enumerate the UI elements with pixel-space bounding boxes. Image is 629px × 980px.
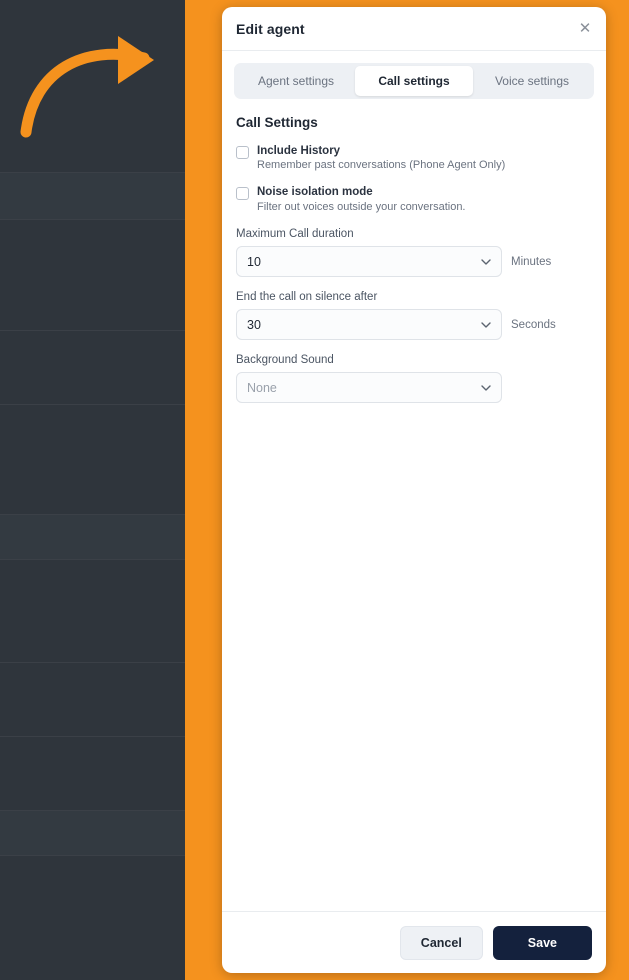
settings-tabs bbox=[234, 63, 594, 99]
save-button[interactable]: Save bbox=[493, 926, 592, 960]
noise-isolation-checkbox[interactable] bbox=[236, 187, 249, 200]
include-history-checkbox[interactable] bbox=[236, 146, 249, 159]
end-call-silence-unit: Seconds bbox=[511, 318, 556, 331]
noise-isolation-description: Filter out voices outside your conversation. bbox=[257, 200, 466, 213]
dialog-footer bbox=[222, 911, 606, 973]
chevron-down-icon bbox=[481, 320, 491, 330]
noise-isolation-label: Noise isolation mode bbox=[257, 186, 373, 199]
max-call-duration-label: Maximum Call duration bbox=[236, 228, 354, 241]
background-sound-label: Background Sound bbox=[236, 354, 334, 367]
include-history-label: Include History bbox=[257, 145, 341, 157]
max-call-duration-unit: Minutes bbox=[511, 255, 552, 268]
chevron-down-icon bbox=[481, 257, 491, 267]
max-call-duration-select[interactable] bbox=[236, 246, 502, 277]
edit-agent-dialog bbox=[222, 7, 606, 973]
dialog-title: Edit agent bbox=[236, 20, 305, 37]
background-sound-select[interactable] bbox=[236, 372, 502, 403]
tab-voice-settings[interactable]: Voice settings bbox=[494, 74, 570, 88]
tab-agent-settings[interactable]: Agent settings bbox=[257, 74, 335, 88]
background-sound-field bbox=[236, 354, 592, 403]
background-sound-value: None bbox=[247, 380, 277, 395]
dialog-body bbox=[222, 99, 606, 911]
dialog-header bbox=[222, 7, 606, 51]
noise-isolation-row bbox=[236, 185, 592, 214]
include-history-description: Remember past conversations (Phone Agent Only) bbox=[257, 159, 506, 172]
include-history-row bbox=[236, 144, 592, 173]
max-call-duration-field bbox=[236, 228, 592, 277]
end-call-silence-label: End the call on silence after bbox=[236, 291, 378, 304]
tab-call-settings[interactable]: Call settings bbox=[355, 66, 473, 96]
end-call-silence-field bbox=[236, 291, 592, 340]
max-call-duration-value: 10 bbox=[247, 254, 261, 269]
section-title: Call Settings bbox=[236, 115, 318, 130]
background-panel bbox=[0, 0, 215, 980]
end-call-silence-select[interactable] bbox=[236, 309, 502, 340]
cancel-button[interactable]: Cancel bbox=[400, 926, 483, 960]
chevron-down-icon bbox=[481, 383, 491, 393]
end-call-silence-value: 30 bbox=[247, 317, 261, 332]
pointer-arrow-icon bbox=[14, 30, 174, 140]
close-icon[interactable]: ✕ bbox=[576, 20, 594, 38]
